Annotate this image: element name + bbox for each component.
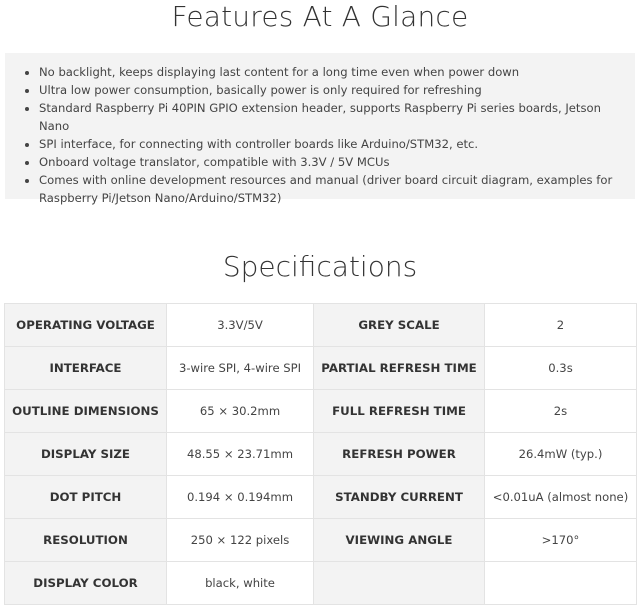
spec-value: 0.3s [485, 347, 637, 390]
spec-key: STANDBY CURRENT [314, 476, 485, 519]
spec-key: FULL REFRESH TIME [314, 390, 485, 433]
spec-row [5, 519, 637, 562]
spec-value: <0.01uA (almost none) [485, 476, 637, 519]
spec-key [314, 562, 485, 605]
spec-value: 3-wire SPI, 4-wire SPI [167, 347, 314, 390]
spec-key: RESOLUTION [5, 519, 167, 562]
spec-value: 0.194 × 0.194mm [167, 476, 314, 519]
spec-value: 65 × 30.2mm [167, 390, 314, 433]
feature-item: • Ultra low power consumption, basically power is only required for refreshing [39, 81, 623, 99]
features-heading: Features At A Glance [171, 0, 469, 33]
spec-key: PARTIAL REFRESH TIME [314, 347, 485, 390]
spec-value: 3.3V/5V [167, 304, 314, 347]
spec-key: DISPLAY COLOR [5, 562, 167, 605]
spec-value: 26.4mW (typ.) [485, 433, 637, 476]
features-box [5, 53, 635, 205]
spec-key: INTERFACE [5, 347, 167, 390]
spec-value: 2s [485, 390, 637, 433]
spec-value: 48.55 × 23.71mm [167, 433, 314, 476]
spec-row [5, 562, 637, 605]
feature-item: • Standard Raspberry Pi 40PIN GPIO extension header, supports Raspberry Pi series boards, Jetson Nano [39, 99, 623, 135]
spec-key: DISPLAY SIZE [5, 433, 167, 476]
spec-key: REFRESH POWER [314, 433, 485, 476]
spec-row [5, 476, 637, 519]
spec-key: VIEWING ANGLE [314, 519, 485, 562]
spec-row [5, 304, 637, 347]
feature-item: • Onboard voltage translator, compatible with 3.3V / 5V MCUs [39, 153, 623, 171]
spec-value: black, white [167, 562, 314, 605]
spec-key: OUTLINE DIMENSIONS [5, 390, 167, 433]
spec-key: OPERATING VOLTAGE [5, 304, 167, 347]
feature-item: • SPI interface, for connecting with controller boards like Arduino/STM32, etc. [39, 135, 623, 153]
spec-key: DOT PITCH [5, 476, 167, 519]
spec-row [5, 433, 637, 476]
spec-value: 250 × 122 pixels [167, 519, 314, 562]
spec-value: 2 [485, 304, 637, 347]
spec-value [485, 562, 637, 605]
specifications-heading: Specifications [222, 250, 418, 283]
specifications-table [4, 303, 637, 605]
spec-row [5, 390, 637, 433]
feature-item: • No backlight, keeps displaying last content for a long time even when power down [39, 63, 623, 81]
spec-value: >170° [485, 519, 637, 562]
features-list [33, 63, 623, 207]
spec-row [5, 347, 637, 390]
spec-key: GREY SCALE [314, 304, 485, 347]
feature-item: • Comes with online development resources and manual (driver board circuit diagram, examples for Raspberry Pi/Jetson Nano/Arduino/STM32) [39, 171, 623, 207]
